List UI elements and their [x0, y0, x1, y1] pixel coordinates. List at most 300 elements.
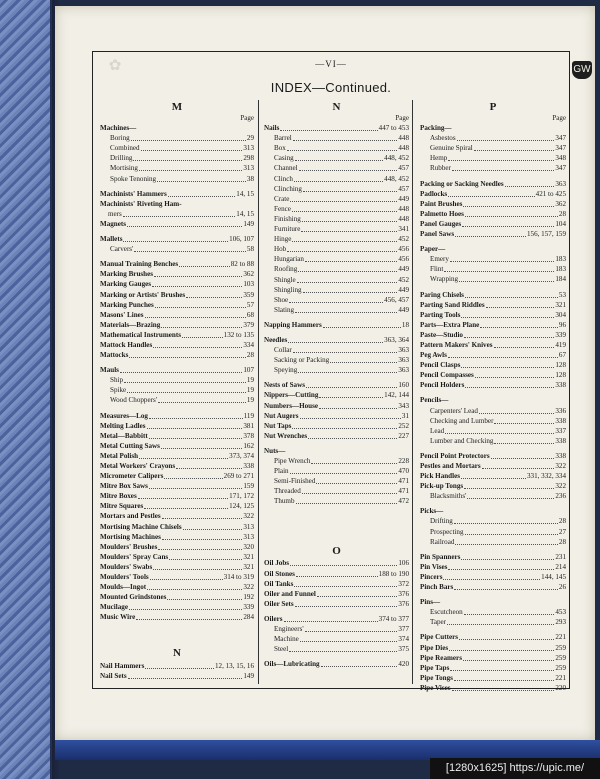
dot-leader: [295, 606, 398, 607]
index-entry: [264, 659, 409, 669]
entry-term: Oil Tanks: [264, 579, 294, 588]
dot-leader: [127, 392, 246, 393]
section-letter: M: [171, 101, 183, 113]
dot-leader: [162, 539, 242, 540]
index-entry: [264, 153, 409, 163]
entry-page-number: 471: [398, 477, 409, 486]
dot-leader: [124, 382, 246, 383]
dot-leader: [164, 478, 222, 479]
entry-page-number: 28: [558, 209, 566, 218]
entry-term: Nut Augers: [264, 411, 299, 420]
index-entry: [420, 582, 566, 592]
index-entry: [420, 178, 566, 188]
index-entry: [264, 274, 409, 284]
index-entry: [420, 632, 566, 642]
entry-page-number: 322: [555, 482, 566, 491]
entry-term: Micrometer Calipers: [100, 472, 164, 481]
index-entry: [100, 310, 254, 320]
index-entry: [264, 365, 409, 375]
dot-leader: [295, 160, 383, 161]
index-entry: [100, 173, 254, 183]
entry-term: Moulders' Brushes: [100, 542, 158, 551]
dot-leader: [292, 211, 397, 212]
entry-term: Crate: [274, 194, 290, 203]
entry-term: Music Wire: [100, 613, 136, 622]
index-entry: [420, 340, 566, 350]
entry-page-number: 448: [398, 214, 409, 223]
dot-leader: [168, 196, 235, 197]
entry-term: Panel Saws: [420, 230, 455, 239]
dot-leader: [158, 549, 242, 550]
index-entry: [420, 405, 566, 415]
entry-page-number: 449: [398, 265, 409, 274]
entry-term: Palmetto Hoes: [420, 209, 464, 218]
entry-term: Pestles and Mortars: [420, 462, 481, 470]
entry-term: Mounted Grindstones: [100, 593, 167, 602]
index-entry: [100, 300, 254, 310]
entry-page-number: 322: [243, 512, 254, 521]
entry-term: Oil Jobs: [264, 559, 290, 568]
entry-page-number: 14, 15: [236, 189, 254, 198]
dot-leader: [149, 438, 243, 439]
dot-leader: [454, 589, 558, 590]
index-section: [100, 646, 254, 680]
dot-leader: [299, 170, 398, 171]
entry-term: Pin Spanners: [420, 552, 461, 561]
entry-term: Thumb: [274, 497, 295, 506]
index-entry: [100, 491, 254, 501]
entry-term: Hemp: [430, 154, 448, 163]
entry-page-number: 188 to 190: [378, 569, 409, 578]
index-entry: [420, 300, 566, 310]
entry-term: Mallets: [100, 235, 123, 244]
entry-term: Oil Stones: [264, 569, 295, 578]
section-letter: P: [489, 101, 497, 113]
dot-leader: [316, 483, 397, 484]
dot-leader: [311, 463, 397, 464]
entry-term: Lead: [430, 426, 445, 435]
entry-page-number: 421 to 425: [535, 189, 566, 198]
index-entry: [264, 285, 409, 295]
dot-leader: [321, 666, 398, 667]
dot-leader: [131, 140, 246, 141]
entry-page-number: 313: [243, 532, 254, 541]
dot-leader: [308, 438, 397, 439]
entry-page-number: 228: [398, 457, 409, 465]
entry-page-number: 339: [243, 603, 254, 612]
dot-leader: [323, 327, 401, 328]
entry-term: Pincers: [420, 572, 443, 581]
index-entry: [100, 421, 254, 431]
dot-leader: [297, 282, 398, 283]
entry-page-number: 156, 157, 159: [526, 230, 566, 239]
entry-page-number: 149: [243, 219, 254, 228]
index-entry: [264, 143, 409, 153]
entry-page-number: 184: [555, 275, 566, 284]
dot-leader: [479, 413, 554, 414]
index-entry: [100, 562, 254, 572]
index-entry: [264, 173, 409, 183]
entry-page-number: 334: [243, 340, 254, 349]
entry-page-number: 376: [398, 599, 409, 608]
entry-page-number: 363: [555, 179, 566, 188]
section-letter: O: [332, 545, 341, 558]
index-entry: [420, 370, 566, 380]
index-entry: [420, 552, 566, 562]
entry-page-number: 28: [558, 517, 566, 526]
dot-leader: [149, 488, 242, 489]
index-entry: [100, 143, 254, 153]
entry-page-number: 362: [555, 199, 566, 208]
index-entry: [420, 264, 566, 274]
entry-term: Prospecting: [430, 527, 464, 536]
dot-leader: [302, 493, 398, 494]
entry-term: Oils—Lubricating: [264, 660, 320, 669]
index-entry: [100, 451, 254, 461]
dot-leader: [150, 579, 223, 580]
dot-leader: [450, 261, 554, 262]
dot-leader: [494, 423, 554, 424]
entry-term: Carpenters' Lead: [430, 406, 478, 415]
dot-leader: [445, 433, 554, 434]
entry-term: Pencil Clasps: [420, 361, 461, 370]
dot-leader: [296, 503, 398, 504]
index-entry: [100, 350, 254, 360]
index-entry: [264, 400, 409, 410]
entry-term: Roofing: [274, 265, 298, 274]
entry-term: Packing or Sacking Needles: [420, 179, 504, 188]
entry-page-number: 448, 452: [384, 174, 409, 183]
dot-leader: [161, 327, 242, 328]
dot-leader: [301, 231, 397, 232]
entry-page-number: 456, 457: [384, 295, 409, 304]
index-entry: [420, 537, 566, 547]
entry-page-number: 19: [246, 386, 254, 395]
dot-leader: [136, 619, 242, 620]
entry-page-number: 449: [398, 305, 409, 314]
index-entry: [264, 456, 409, 466]
entry-page-number: 336: [555, 406, 566, 415]
index-entry: [420, 617, 566, 627]
entry-term: Channel: [274, 164, 298, 173]
index-entry: [264, 644, 409, 654]
entry-term: Padlocks: [420, 189, 448, 198]
entry-term: Masons' Lines: [100, 310, 144, 319]
index-entry: [264, 466, 409, 476]
index-entry: [100, 259, 254, 269]
entry-page-number: 128: [555, 361, 566, 370]
dot-leader: [294, 586, 397, 587]
dot-leader: [444, 271, 554, 272]
entry-page-number: 456: [398, 245, 409, 254]
entry-page-number: 67: [558, 351, 566, 360]
entry-term: Parting Tools: [420, 310, 461, 319]
dot-leader: [139, 170, 242, 171]
index-entry: [420, 209, 566, 219]
entry-term: Plain: [274, 467, 289, 476]
entry-page-number: 18: [401, 320, 409, 329]
entry-page-number: 449: [398, 194, 409, 203]
index-entry: [420, 642, 566, 652]
entry-page-number: 284: [243, 613, 254, 622]
entry-page-number: 347: [555, 134, 566, 143]
entry-term: Shoe: [274, 295, 289, 304]
entry-page-number: 363: [398, 356, 409, 365]
dot-leader: [455, 236, 526, 237]
entry-term: Mortars and Pestles: [100, 512, 161, 521]
entry-term: Railroad: [430, 537, 455, 546]
dot-leader: [461, 367, 554, 368]
entry-term: Packing—: [420, 124, 452, 133]
index-entry: [100, 410, 254, 420]
dot-leader: [448, 569, 554, 570]
index-entry: [420, 481, 566, 491]
dot-leader: [302, 221, 398, 222]
entry-term: Nuts—: [264, 446, 286, 455]
dot-leader: [145, 317, 246, 318]
dot-leader: [494, 347, 555, 348]
index-entry: [420, 663, 566, 673]
index-entry: [100, 461, 254, 471]
entry-page-number: 321: [243, 552, 254, 561]
entry-term: Pencil Point Protectors: [420, 451, 490, 460]
index-entry: [100, 481, 254, 491]
entry-page-number: 448: [398, 204, 409, 213]
entry-term: Machines—: [100, 124, 137, 133]
index-entry: [420, 436, 566, 446]
entry-page-number: 236: [555, 492, 566, 501]
entry-term: Hinge: [274, 235, 292, 244]
index-entry: [420, 229, 566, 239]
entry-term: Marking or Artists' Brushes: [100, 290, 186, 299]
entry-page-number: 192: [243, 593, 254, 602]
entry-term: Spike: [110, 386, 127, 395]
index-entry: [420, 289, 566, 299]
entry-page-number: 159: [243, 482, 254, 491]
book-page: [55, 6, 595, 740]
index-entry: [100, 471, 254, 481]
index-entry: [420, 254, 566, 264]
dot-leader: [183, 529, 243, 530]
entry-term: Drilling: [110, 154, 133, 163]
entry-page-number: 28: [246, 351, 254, 360]
entry-term: Blacksmiths': [430, 492, 467, 501]
dot-leader: [149, 418, 243, 419]
index-entry: [100, 671, 254, 681]
entry-term: Collar: [274, 346, 292, 355]
entry-page-number: 106: [398, 559, 409, 568]
entry-page-number: 227: [398, 431, 409, 440]
dot-leader: [290, 201, 397, 202]
index-entry: [264, 320, 409, 330]
entry-term: Pencil Compasses: [420, 371, 474, 380]
dot-leader: [319, 408, 397, 409]
index-entry: [264, 214, 409, 224]
entry-term: Pipe Cutters: [420, 633, 459, 642]
entry-page-number: 338: [243, 462, 254, 470]
entry-page-number: 259: [555, 663, 566, 672]
entry-page-number: 377: [398, 625, 409, 634]
entry-page-number: 457: [398, 164, 409, 173]
dot-leader: [157, 181, 246, 182]
dot-leader: [467, 498, 554, 499]
entry-term: Mortising Machine Chisels: [100, 522, 182, 531]
entry-term: Metal Cutting Saws: [100, 441, 160, 450]
entry-page-number: 128: [555, 371, 566, 380]
entry-page-number: 419: [555, 340, 566, 349]
entry-page-number: 259: [555, 653, 566, 662]
index-entry: [264, 558, 409, 568]
index-entry: [264, 295, 409, 305]
index-entry: [420, 451, 566, 461]
index-entry: [100, 365, 254, 375]
index-entry: [264, 411, 409, 421]
index-entry: [420, 562, 566, 572]
index-entry: [100, 385, 254, 395]
index-entry: [420, 461, 566, 471]
index-entry: [264, 123, 409, 133]
entry-page-number: 293: [555, 618, 566, 627]
dot-leader: [319, 397, 383, 398]
dot-leader: [461, 478, 526, 479]
index-column-1: [100, 100, 254, 684]
dot-leader: [287, 150, 398, 151]
index-entry: [100, 269, 254, 279]
entry-term: Machinists' Hammers: [100, 189, 167, 198]
entry-term: Mucilage: [100, 603, 128, 612]
entry-page-number: 119: [243, 411, 254, 420]
index-entry: [420, 123, 566, 133]
entry-page-number: 472: [398, 497, 409, 506]
index-entry: [420, 189, 566, 199]
entry-term: Melting Ladles: [100, 421, 146, 430]
entry-term: Pipe Reamers: [420, 653, 462, 662]
dot-leader: [474, 150, 555, 151]
entry-page-number: 26: [558, 583, 566, 592]
dot-leader: [463, 660, 554, 661]
index-entry: [100, 279, 254, 289]
dot-leader: [289, 651, 397, 652]
entry-page-number: 106, 107: [229, 235, 254, 244]
entry-page-number: 259: [555, 643, 566, 652]
index-entry: [420, 219, 566, 229]
dot-leader: [452, 690, 555, 691]
dot-leader: [139, 458, 228, 459]
entry-term: Speying: [274, 366, 298, 375]
entry-page-number: 331, 332, 334: [526, 472, 566, 481]
entry-page-number: 448, 452: [384, 154, 409, 163]
index-entry: [264, 421, 409, 431]
index-entry: [264, 163, 409, 173]
entry-term: Steel: [274, 645, 289, 654]
index-entry: [100, 234, 254, 244]
dot-leader: [443, 579, 540, 580]
entry-term: Nails: [264, 124, 280, 133]
entry-term: Hungarian: [274, 255, 304, 264]
entry-page-number: 142, 144: [384, 391, 409, 400]
entry-term: Lumber and Checking: [430, 436, 494, 445]
index-entry: [100, 375, 254, 385]
index-entry: [420, 416, 566, 426]
entry-page-number: 58: [246, 245, 254, 254]
index-entry: [420, 597, 566, 607]
entry-term: Pencils—: [420, 396, 449, 405]
entry-page-number: 420: [398, 660, 409, 669]
entry-page-number: 347: [555, 144, 566, 153]
entry-page-number: 38: [246, 174, 254, 183]
entry-page-number: 269 to 271: [223, 472, 254, 481]
dot-leader: [298, 372, 397, 373]
dot-leader: [182, 337, 223, 338]
dot-leader: [123, 241, 228, 242]
dot-leader: [167, 599, 242, 600]
entry-page-number: 27: [558, 527, 566, 536]
entry-term: Needles: [264, 335, 288, 344]
entry-term: Pipe Dies: [420, 643, 449, 652]
dot-leader: [145, 668, 214, 669]
dot-leader: [464, 488, 554, 489]
entry-page-number: 471: [398, 487, 409, 496]
entry-page-number: 160: [398, 381, 409, 390]
entry-page-number: 171, 172: [229, 492, 254, 501]
index-entry: [264, 133, 409, 143]
entry-page-number: 162: [243, 441, 254, 450]
index-column-2: [258, 100, 413, 684]
index-entry: [264, 496, 409, 506]
dot-leader: [464, 337, 554, 338]
dot-leader: [475, 377, 555, 378]
entry-page-number: 338: [555, 416, 566, 425]
index-entry: [100, 582, 254, 592]
entry-page-number: 298: [243, 154, 254, 163]
dot-leader: [134, 251, 246, 252]
entry-page-number: 362: [243, 270, 254, 279]
entry-term: Moulders' Tools: [100, 573, 149, 582]
dot-leader: [486, 307, 555, 308]
entry-term: Box: [274, 144, 286, 153]
dot-leader: [162, 518, 243, 519]
entry-page-number: 339: [555, 330, 566, 339]
index-entry: [264, 244, 409, 254]
index-entry: [420, 330, 566, 340]
index-entry: [420, 395, 566, 405]
entry-term: Mitre Squares: [100, 502, 144, 511]
index-entry: [100, 199, 254, 209]
index-entry: [420, 526, 566, 536]
index-entry: [420, 673, 566, 683]
entry-term: Napping Hammers: [264, 320, 322, 329]
entry-page-number: 231: [555, 552, 566, 561]
entry-page-number: 252: [398, 421, 409, 430]
entry-page-number: 221: [555, 673, 566, 682]
index-entry: [264, 599, 409, 609]
dot-leader: [293, 352, 398, 353]
index-entry: [420, 683, 566, 693]
entry-page-number: 375: [398, 645, 409, 654]
dot-leader: [293, 140, 398, 141]
entry-page-number: 214: [555, 562, 566, 571]
index-entry: [420, 426, 566, 436]
entry-page-number: 378: [243, 431, 254, 440]
index-entry: [100, 511, 254, 521]
dot-leader: [147, 428, 243, 429]
entry-term: Machinists' Riveting Ham-: [100, 199, 182, 208]
index-entry: [100, 612, 254, 622]
dot-leader: [176, 468, 242, 469]
entry-page-number: 304: [555, 310, 566, 319]
index-entry: [100, 501, 254, 511]
entry-page-number: 374 to 377: [378, 614, 409, 623]
